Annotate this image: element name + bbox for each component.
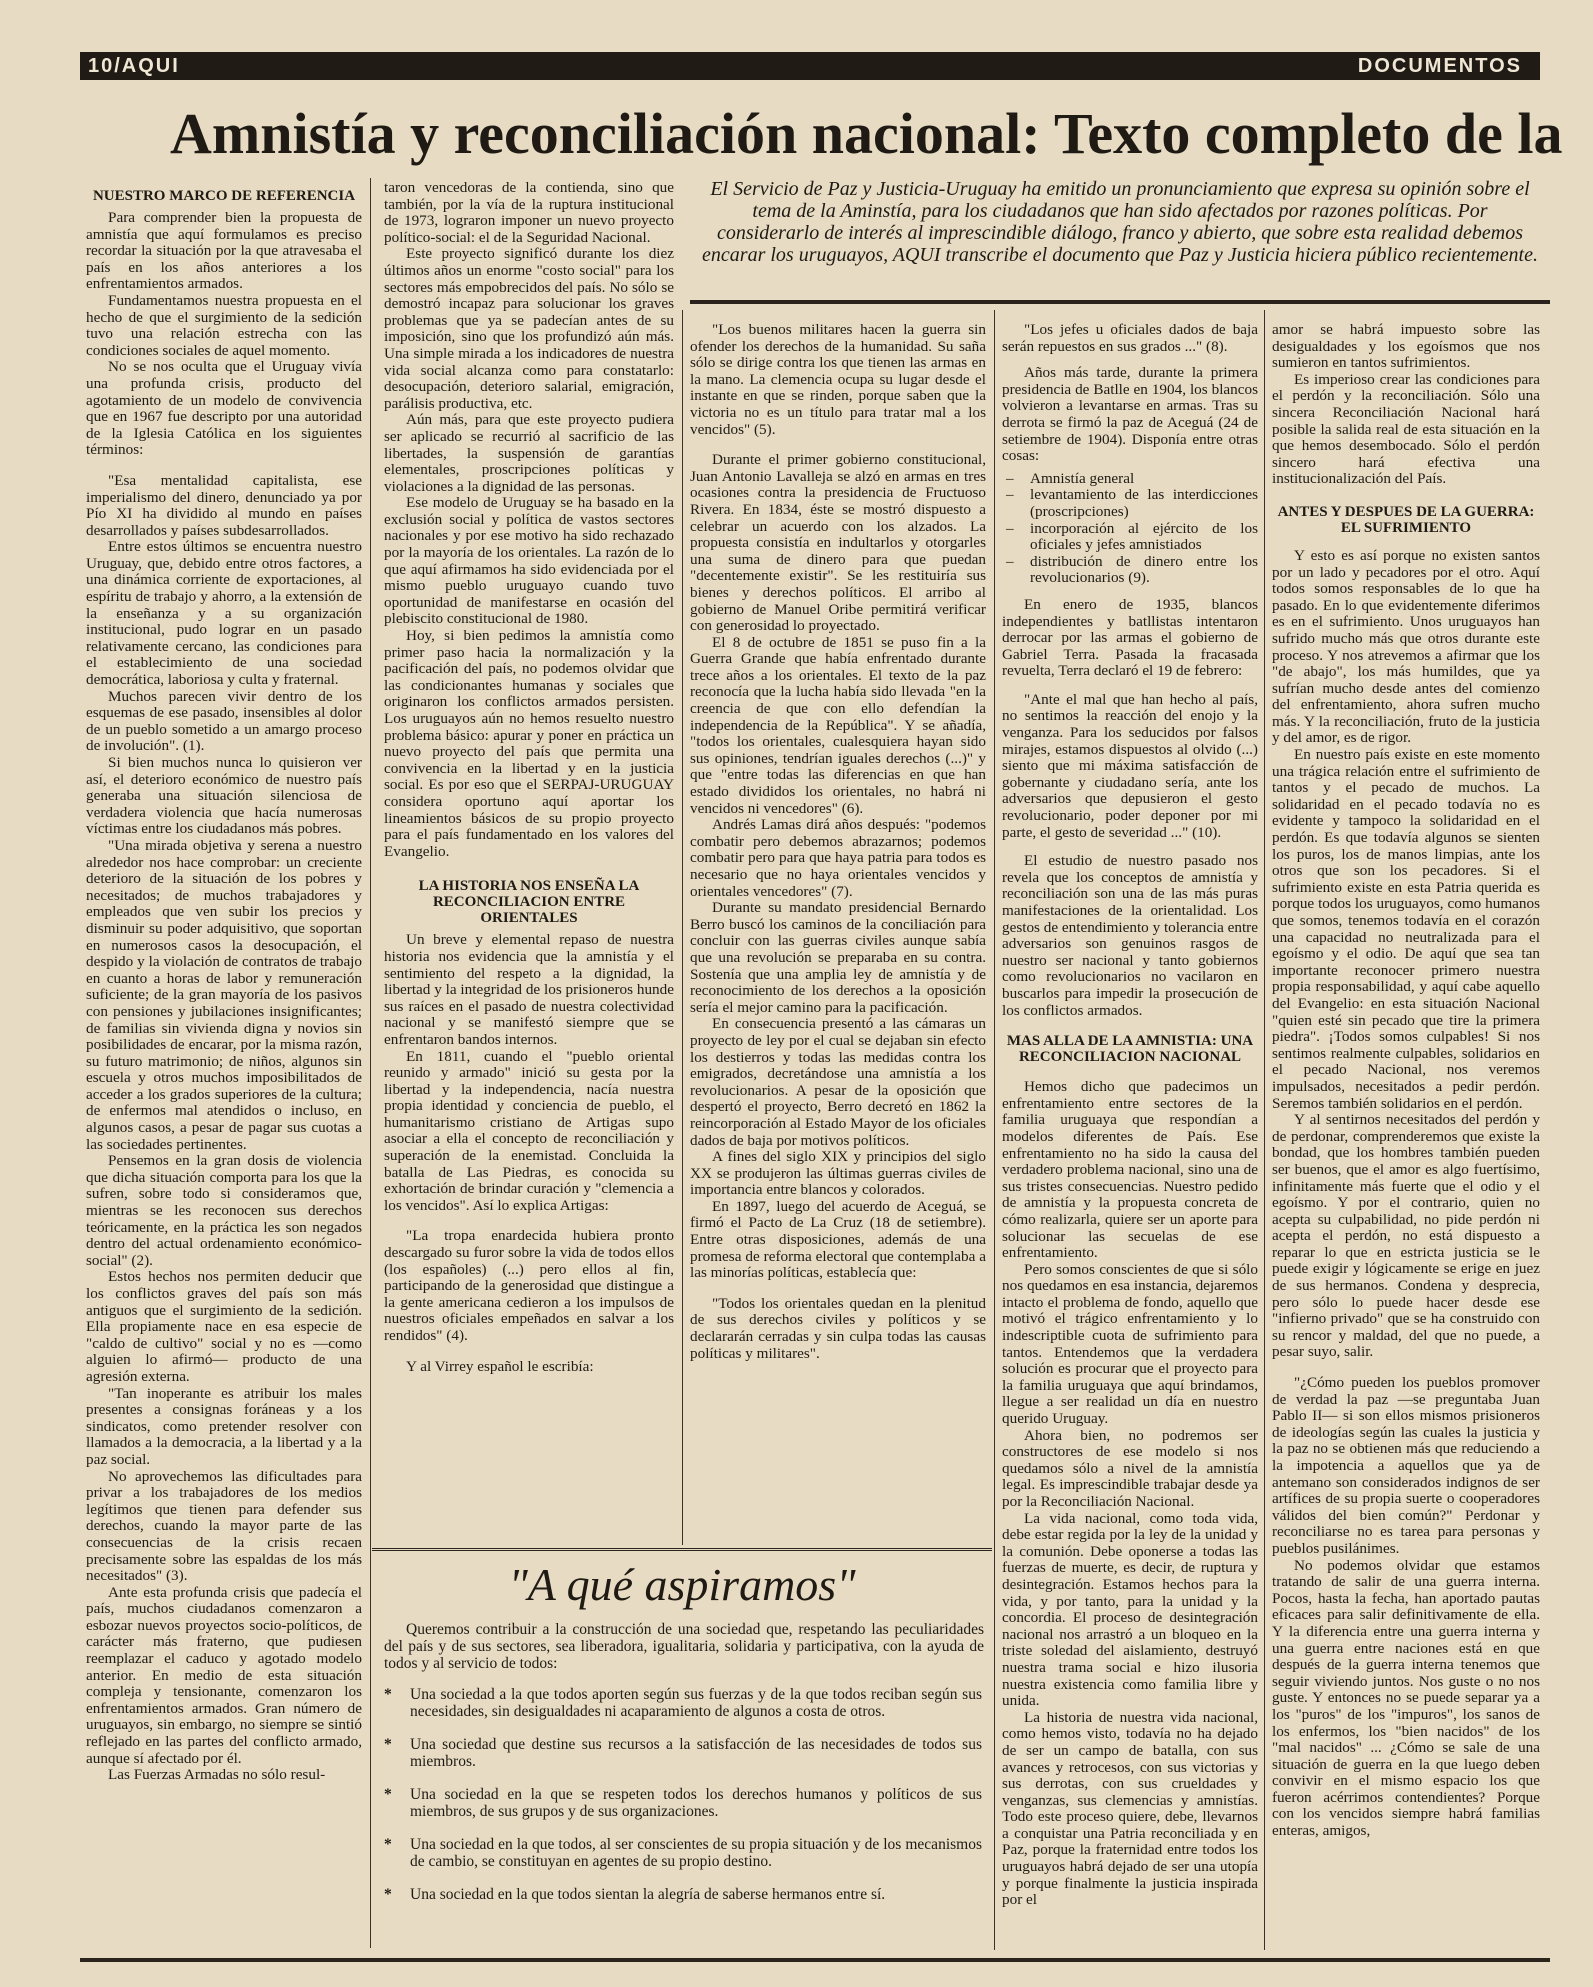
paragraph: No podemos olvidar que estamos tratando de salir de una guerra interna. Pocos, hasta la fecha, han aportado pautas eficaces para salir definitivamente de ella. Y la diferencia entre una guerra interna y una guerra entre naciones está en que después de la guerra interna tenemos que seguir viviendo juntos. Nos guste o no nos guste. Y entonces no se puede separar ya a los "puros" de los "impuros", los sanos de los enfermos, los "bien nacidos" de los "mal nacidos" ... ¿Cómo se sale de una situación de guerra en la que luego deben convivir en el mismo espacio los que fueron acérrimos contendientes? Porque con los vencidos siempre habrá familias enteras, amigos, — [1272, 1556, 1540, 1840]
column-divider — [370, 178, 371, 1948]
paragraph: Aún más, para que este proyecto pudiera ser aplicado se recurrió al sacrificio de las libertades, la suspensión de garantías elementales, proscripciones políticas y violaciones a la dignidad de las personas. — [384, 411, 674, 495]
list-item: * Una sociedad en la que se respeten todos los derechos humanos y políticos de sus miembros, de sus grupos y de sus organizaciones. — [410, 1786, 982, 1820]
article-column-1 — [86, 180, 362, 1952]
paragraph: "Los buenos militares hacen la guerra sin ofender los derechos de la humanidad. Su saña sólo se dirige contra los que tienen las armas en la mano. La clemencia ocupa su lugar desde el instante en que se rinden, porque saben que la victoria no es un título para tratar mal a los vencidos" (5). — [690, 322, 986, 438]
section-header-bar — [80, 52, 1540, 80]
paragraph: La historia de nuestra vida nacional, como hemos visto, todavía no ha dejado de ser un campo de batalla, con sus avances y retrocesos, con sus victorias y sus derrotas, con sus crueldades y venganzas, sus clemencias y amnistías. Todo este proceso quiere, debe, llevarnos a conquistar una Patria reconciliada y en Paz, porque la fraternidad entre todos los uruguayos habrá dejado de ser una utopía y porque finalmente la justicia inspirada por el — [1002, 1708, 1258, 1909]
paragraph: Muchos parecen vivir dentro de los esquemas de ese pasado, insensibles al dolor de un pueblo sometido a un amargo proceso de involución". (1). — [86, 687, 362, 755]
subheading: ANTES Y DESPUES DE LA GUERRA: EL SUFRIMIENTO — [1277, 503, 1535, 536]
article-column-4 — [1002, 322, 1258, 1950]
paragraph: Y esto es así porque no existen santos por un lado y pecadores por el otro. Aquí todos somos responsables de lo que ha pasado. En lo que evidentemente diferimos es en el sufrimiento. Unos uruguayos han sufrido mucho más que otros durante este proceso. Y nos atrevemos a afirmar que los "de abajo", los más humildes, que ya sufrían mucho desde antes del comienzo del enfrentamiento, ahora sufren mucho más. Y la reconciliación, fruto de la justicia y del amor, es de rigor. — [1272, 546, 1540, 747]
paragraph: Ese modelo de Uruguay se ha basado en la exclusión social y política de vastos sectores nacionales y por ese motivo ha sido rechazado por la mayoría de los orientales. La razón de lo que aquí afirmamos ha sido evidenciada por el mismo pueblo uruguayo cuando tuvo oportunidad de manifestarse en ocasión del plebiscito constitucional de 1980. — [384, 494, 674, 628]
paragraph: "Todos los orientales quedan en la plenitud de sus derechos civiles y políticos y se declararán cerradas y sin culpa todas las causas políticas y militares". — [690, 1294, 986, 1362]
article-column-3 — [690, 322, 986, 1542]
paragraph: En 1811, cuando el "pueblo oriental reunido y armado" inició su gesta por la libertad y la independencia, nacía nuestra propia identidad y conciencia de pueblo, el humanitarismo cristiano de Artigas supo asociar a ella el concepto de reconciliación y superación de la enemistad. Concluida la batalla de Las Piedras, es conocida su exhortación de brindar curación y "clemencia a los vencidos". Así lo explica Artigas: — [384, 1047, 674, 1214]
paragraph: "La tropa enardecida hubiera pronto descargado su furor sobre la vida de todos ellos (los españoles) (...) pero ellos al fin, participando de la generosidad que distingue a la gente americana cedieron a los impulsos de nuestros oficiales empeñados en salvar a los rendidos" (4). — [384, 1227, 674, 1344]
paragraph: La vida nacional, como toda vida, debe estar regida por la ley de la unidad y la comunión. Debe oponerse a todas las fuerzas de muerte, es decir, de ruptura y desintegración. Estamos hechos para la vida, y por tanto, para la unidad y la concordia. El proceso de desintegración nacional nos arrastró a un bloqueo en la triste soledad del aislamiento, destruyó nuestra trama social e hizo ilusoria nuestra existencia como familia libre y unida. — [1002, 1509, 1258, 1710]
paragraph: En enero de 1935, blancos independientes y batllistas intentaron derrocar por las armas el gobierno de Gabriel Terra. Pasada la fracasada revuelta, Terra declaró el 19 de febrero: — [1002, 595, 1258, 680]
paragraph: Y al Virrey español le escribía: — [406, 1357, 594, 1375]
article-column-2 — [384, 180, 674, 1540]
paragraph: "¿Cómo pueden los pueblos promover de verdad la paz —se preguntaba Juan Pablo II— si son ellos mismos prisioneros de ideologías según las cuales la justicia y la paz no se obtienen más que reduciendo a la impotencia a aquellos que ya de antemano son considerados indignos de ser artífices de su propia suerte o cooperadores válidos del bien común?" Perdonar y reconciliarse no es tarea para personas y pueblos pusilánimes. — [1272, 1374, 1540, 1557]
paragraph: "Los jefes u oficiales dados de baja serán repuestos en sus grados ..." (8). — [1002, 322, 1258, 355]
article-column-5 — [1272, 322, 1540, 1950]
column-top-rule — [690, 300, 1550, 304]
paragraph: "Tan inoperante es atribuir los males presentes a consignas foráneas y a los sindicatos, como pretender resolver con llamados a la democracia, a la libertad y a la paz social. — [86, 1384, 362, 1468]
column-divider — [1264, 310, 1265, 1950]
paragraph: No aprovechemos las dificultades para privar a los trabajadores de los medios legítimos que tienen para defender sus derechos, cuando la mayor parte de las consecuencias de la crisis recaen precisamente sobre las espaldas de los más necesitados" (3). — [86, 1467, 362, 1585]
paragraph: "Una mirada objetiva y serena a nuestro alrededor nos hace comprobar: un creciente deterioro de la situación de los pobres y necesitados; de muchos trabajadores y empleados que ven subir los precios y disminuir su poder adquisitivo, que soportan en numerosos casos la desocupación, el despido y la violación de contratos de trabajo en cuanto a horas de labor y remuneración suficiente; de la gran mayoría de los pasivos con pensiones y jubilaciones insignificantes; de familias sin vivienda digna y novios sin posibilidades de encarar, por la misma razón, su futuro matrimonio; de niños, algunos sin escuela y otros muchos imposibilitados de acceder a los grados superiores de la cultura; de enfermos mal atendidos o incluso, en algunos casos, a pesar de pagar sus cuotas a las sociedades pertinentes. — [86, 836, 362, 1153]
paragraph: Es imperioso crear las condiciones para el perdón y la reconciliación. Sólo una sincera Reconciliación Nacional hará posible la salida real de esta situación en la que hemos desembocado. Sólo el perdón sincero hará efectiva una institucionalización del País. — [1272, 370, 1540, 488]
list-item: – levantamiento de las interdicciones (proscripciones) — [1030, 487, 1258, 520]
paragraph: Andrés Lamas dirá años después: "podemos combatir pero debemos abrazarnos; podemos combatir pero para que haya patria para todos es necesario que no haya orientales vencidos y orientales vencedores" (7). — [690, 816, 986, 900]
page-number: 10/AQUI — [88, 55, 180, 77]
paragraph: Entre estos últimos se encuentra nuestro Uruguay, que, debido entre otros factores, a una dinámica corriente de exportaciones, al espíritu de trabajo y ahorro, a la extensión de la enseñanza y a su organización institucional, pudo lograr en un pasado relativamente cercano, las condiciones para el establecimiento de una sociedad democrática, laboriosa y culta y fraternal. — [86, 538, 362, 689]
list-item: * Una sociedad a la que todos aporten según sus fuerzas y de la que todos reciban según sus necesidades, sin desigualdades ni acaparamiento de algunos a costa de otros. — [410, 1686, 982, 1720]
aspirations-list — [372, 1686, 992, 1903]
list-item: – Amnistía general — [1030, 471, 1258, 488]
bottom-rule — [80, 1958, 1550, 1962]
section-label: DOCUMENTOS — [1357, 55, 1522, 77]
headline: Amnistía y reconciliación nacional: Texto completo de la — [170, 101, 1563, 166]
subheading: MAS ALLA DE LA AMNISTIA: UNA RECONCILIACION NACIONAL — [1006, 1033, 1254, 1066]
paragraph: Estos hechos nos permiten deducir que los conflictos graves del país son más antiguos que el surgimiento de la sedición. Ella propiamente nace en esa especie de "caldo de cultivo" social y no es —como alguien lo afirmó— producto de una agresión externa. — [86, 1268, 362, 1385]
list-item: – distribución de dinero entre los revolucionarios (9). — [1030, 554, 1258, 587]
aspirations-box — [372, 1548, 992, 1951]
paragraph: El estudio de nuestro pasado nos revela que los conceptos de amnistía y reconciliación son una de las más puras manifestaciones de la orientalidad. Los gestos de entendimiento y tolerancia entre adversarios son genuinos rasgos de nuestro ser nacional y tanto gobiernos como revolucionarios no vacilaron en buscarlos para impedir la prosecución de los conflictos armados. — [1002, 852, 1258, 1019]
column-divider — [682, 310, 683, 1545]
paragraph: Fundamentamos nuestra propuesta en el hecho de que el surgimiento de la sedición tuvo una relación estrecha con las condiciones sociales de aquel momento. — [86, 291, 362, 359]
paragraph: Las Fuerzas Armadas no sólo resul- — [108, 1766, 326, 1784]
paragraph: taron vencedoras de la contienda, sino que también, por la vía de la ruptura institucional de 1973, lograron imponer un nuevo proyecto político-social: el de la Seguridad Nacional. — [384, 180, 674, 246]
paragraph: Durante su mandato presidencial Bernardo Berro buscó los caminos de la conciliación para concluir con las guerras civiles aunque sabía que una revolución se preparaba en su contra. Sostenía que una amplia ley de amnistía y de reconocimiento de los derechos a la oposición sería el mejor camino para la pacificación. — [690, 899, 986, 1016]
paragraph: En nuestro país existe en este momento una trágica relación entre el sufrimiento de tantos y el pecado de muchos. La solidaridad en el pecado todavía no es evidente y tampoco la solidaridad en el perdón. Es que todavía algunos se sienten los puros, los de manos limpias, ante los otros que son los pecadores. Si el sufrimiento existe en esta Patria querida es porque todos los uruguayos, como humanos que somos, tenemos todavía en el corazón una capacidad no neutralizada para el egoísmo y el odio. De aquí que sea tan importante reconocer primero nuestra propia responsabilidad, y aquí cabe aquello del Evangelio: en esta situación Nacional "quien esté sin pecado que tire la primera piedra". ¡Todos somos culpables! Si nos sentimos realmente culpables, solidarios en el pecado Nacional, nos veremos impulsados, necesitados a pedir perdón. Seremos también solidarios en el perdón. — [1272, 746, 1540, 1112]
paragraph: Un breve y elemental repaso de nuestra historia nos evidencia que la amnistía y el sentimiento del respeto a la dignidad, la libertad y la integridad de los prisioneros hunde sus raíces en el pasado de nuestra colectividad nacional y se manifestó siempre que se enfrentaron bandos internos. — [384, 931, 674, 1048]
list-item: * Una sociedad en la que todos sientan la alegría de saberse hermanos entre sí. — [410, 1886, 982, 1903]
paragraph: En consecuencia presentó a las cámaras un proyecto de ley por el cual se dejaban sin efecto los destierros y todas las medidas contra los emigrados, decretándose una amnistía a los revolucionarios. A pesar de la oposición que despertó el proyecto, Berro decretó en 1862 la reincorporación al Estado Mayor de los oficiales dados de baja por motivos políticos. — [690, 1015, 986, 1149]
paragraph: Ante esta profunda crisis que padecía el país, muchos ciudadanos comenzaron a esbozar nuevos proyectos socio-políticos, de carácter más fraterno, que pudiesen reemplazar el caduco y agotado modelo anterior. En medio de esta situación compleja y tensionante, comenzaron los enfrentamientos armados. Gran número de uruguayos, sin embargo, no siempre se sintió reflejado en las partes del conflicto armado, aunque sí afectado por él. — [86, 1583, 362, 1767]
subheading: LA HISTORIA NOS ENSEÑA LA RECONCILIACION ENTRE ORIENTALES — [418, 878, 640, 927]
paragraph: Pensemos en la gran dosis de violencia que dicha situación comporta para los que la sufren, sobre todo si consideramos que, mientras se les reconocen sus derechos teóricamente, en la práctica les son negados dentro del actual ordenamiento económico-social" (2). — [86, 1152, 362, 1269]
paragraph: "Ante el mal que han hecho al país, no sentimos la reacción del enojo y la venganza. Para los seducidos por falsos mirajes, estamos dispuestos al olvido (...) siento que mi máxima satisfacción de gobernante y ciudadano sería, ante los adversarios que depusieron el gesto revolucionario, poder deponer por mi parte, el gesto de severidad ..." (10). — [1002, 690, 1258, 841]
paragraph: Años más tarde, durante la primera presidencia de Batlle en 1904, los blancos volvieron a levantarse en armas. Tras su derrota se firmó la paz de Aceguá (24 de setiembre de 1904). Disponía entre otras cosas: — [1002, 364, 1258, 465]
paragraph: Y al sentirnos necesitados del perdón y de perdonar, comprenderemos que existe la bondad, que los hombres también pueden ser buenos, que el amor es algo fuertísimo, infinitamente más fuerte que el odio y el egoísmo. Y por el contrario, quien no acepta su culpabilidad, no pide perdón ni acepta el perdón, no está dispuesto a reparar lo que en estricta justicia se le puede exigir y lógicamente se erige en juez de sus hermanos. Condena y desprecia, pero sólo lo puede hacer desde ese "infierno privado" que se ha construido con su rencor y maldad, del que no puede, a pesar suyo, salir. — [1272, 1111, 1540, 1361]
paragraph: A fines del siglo XIX y principios del siglo XX se produjeron las últimas guerras civiles de importancia entre blancos y colorados. — [690, 1148, 986, 1199]
paragraph: Este proyecto significó durante los diez últimos años un enorme "costo social" para los sectores más empobrecidos del país. No sólo se demostró incapaz para solucionar los graves problemas que ya se padecían antes de su imposición, sino que los profundizó aún más. Una simple mirada a los indicadores de nuestra vida social alcanza como para constatarlo: desocupación, deterioro salarial, emigración, parálisis productiva, etc. — [384, 245, 674, 412]
paragraph: Si bien muchos nunca lo quisieron ver así, el deterioro económico de nuestro país generaba una situación silenciosa de verdadera violencia que hacía numerosas víctimas entre los ciudadanos más pobres. — [86, 754, 362, 838]
paragraph: amor se habrá impuesto sobre las desigualdades y los egoísmos que nos sumieron en tantos sufrimientos. — [1272, 322, 1540, 372]
box-intro: Queremos contribuir a la construcción de una sociedad que, respetando las peculiaridades del país y de sus sectores, sea liberadora, igualitaria, solidaria y participativa, con la ayuda de todos y al servicio de todos: — [384, 1621, 984, 1672]
column-divider — [994, 310, 995, 1950]
list — [1002, 471, 1258, 587]
paragraph: Pero somos conscientes de que si sólo nos quedamos en esa instancia, dejaremos intacto el problema de fondo, aquello que motivó el trágico enfrentamiento y lo indescriptible cuota de sufrimiento para tantos. Entendemos que la verdadera solución es procurar que el proyecto para la familia uruguaya que aquí brindamos, llegue a ser realidad un día en nuestro querido Uruguay. — [1002, 1260, 1258, 1428]
paragraph: En 1897, luego del acuerdo de Aceguá, se firmó el Pacto de La Cruz (18 de setiembre). Entre otras disposiciones, además de una promesa de reforma electoral que contemplaba a las minorías políticas, establecía que: — [690, 1197, 986, 1282]
paragraph: Hemos dicho que padecimos un enfrentamiento entre sectores de la familia uruguaya que respondían a modelos diferentes de País. Ese enfrentamiento no ha sido la causa del verdadero problema nacional, sino una de sus tristes consecuencias. Nuestro pedido de amnistía y la propuesta concreta de cómo realizarla, quiere ser un aporte para solucionar las secuelas de ese enfrentamiento. — [1002, 1078, 1258, 1262]
paragraph: Hoy, si bien pedimos la amnistía como primer paso hacia la normalización y la pacificación del país, no podemos olvidar que las condicionantes humanas y sociales que originaron los conflictos armados persisten. Los uruguayos aún no hemos resuelto nuestro problema básico: apurar y poner en práctica un nuevo proyecto del país que permita una convivencia en la libertad y en la justicia social. Es por eso que el SERPAJ-URUGUAY considera oportuno aquí aportar los lineamientos básicos de su propio proyecto para el país fundamentado en los valores del Evangelio. — [384, 627, 674, 860]
paragraph: El 8 de octubre de 1851 se puso fin a la Guerra Grande que había enfrentado durante trece años a los orientales. El texto de la paz reconocía que la lucha había sido llevada "en la creencia de que con ello defendían la independencia de la República". Y se añadía, "todos los orientales, cualesquiera hayan sido sus opiniones, tendrían iguales derechos (...)" y que "entre todas las diferencias en que han estado divididos los orientales, no habrá ni vencidos ni vencedores" (6). — [690, 633, 986, 817]
paragraph: Ahora bien, no podremos ser constructores de ese modelo si nos quedamos sólo a nivel de la amnistía legal. Es imprescindible trabajar desde ya por la Reconciliación Nacional. — [1002, 1426, 1258, 1510]
subheading: NUESTRO MARCO DE REFERENCIA — [92, 188, 356, 204]
list-item: * Una sociedad que destine sus recursos a la satisfacción de las necesidades de todos sus miembros. — [410, 1736, 982, 1770]
paragraph: No se nos oculta que el Uruguay vivía una profunda crisis, producto del agotamiento de un modelo de convivencia que en 1967 fue descripto por una autoridad de la Iglesia Católica en los siguientes términos: — [86, 358, 362, 459]
intro-text: El Servicio de Paz y Justicia-Uruguay ha emitido un pronunciamiento que expresa su opinión sobre el tema de la Aminstía, para los ciudadanos que han sido afectados por razones políticas. Por considerarlo de interés al imprescindible diálogo, franco y abierto, que sobre esta realidad debemos encarar los uruguayos, AQUI transcribe el documento que Paz y Justicia hiciera público recientemente. — [702, 178, 1538, 266]
box-title: "A qué aspiramos" — [508, 1559, 856, 1610]
list-item: – incorporación al ejército de los oficiales y jefes amnistiados — [1030, 521, 1258, 554]
paragraph: "Esa mentalidad capitalista, ese imperialismo del dinero, denunciado ya por Pío XI ha dividido al mundo en países desarrollados y países subdesarrollados. — [86, 471, 362, 539]
list-item: * Una sociedad en la que todos, al ser conscientes de su propia situación y de los mecanismos de cambio, se constituyan en agentes de su propio destino. — [410, 1836, 982, 1870]
paragraph: Durante el primer gobierno constitucional, Juan Antonio Lavalleja se alzó en armas en tres ocasiones contra la presidencia de Fructuoso Rivera. En 1834, éste se mostró dispuesto a celebrar un acuerdo con los alzados. La propuesta consistía en indultarlos y otorgarles una suma de dinero para que puedan "decentemente existir". Se les restituiría sus bienes y derechos políticos. El arribo al gobierno de Manuel Oribe permitirá verificar con generosidad lo proyectado. — [690, 451, 986, 635]
paragraph: Para comprender bien la propuesta de amnistía que aquí formulamos es preciso recordar la situación por la que atravesaba el país en los años anteriores a los enfrentamientos armados. — [86, 209, 362, 293]
